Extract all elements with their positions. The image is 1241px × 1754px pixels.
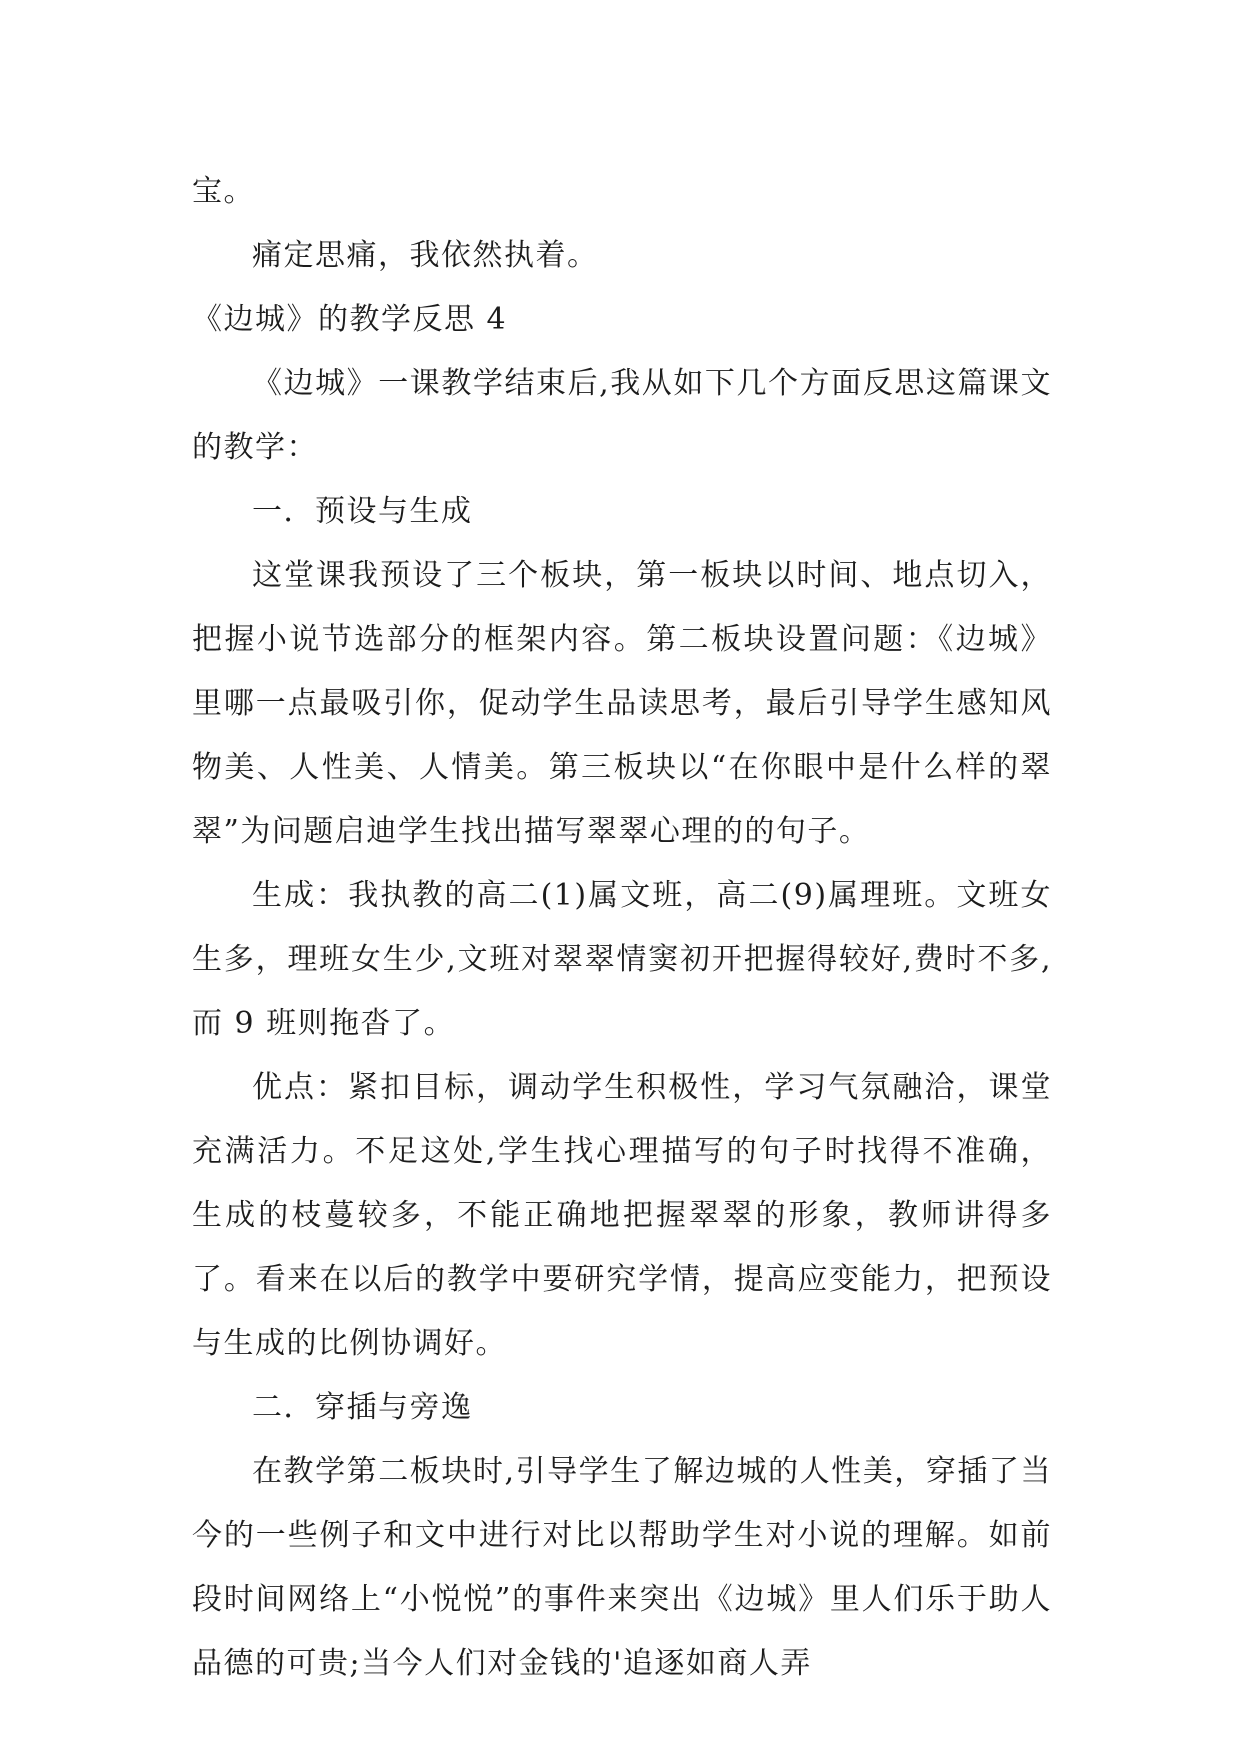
subheading-digression: 二．穿插与旁逸 (252, 1390, 473, 1425)
paragraph-intro: 《边城》一课教学结束后,我从如下几个方面反思这篇课文的教学： (192, 366, 1052, 465)
subheading-preset-generation: 一．预设与生成 (252, 494, 473, 529)
paragraph-generation: 生成：我执教的高二(1)属文班，高二(9)属理班。文班女生多，理班女生少,文班对翠翠情窦初开把握得较好,费时不多,而 9 班则拖沓了。 (192, 878, 1052, 1041)
paragraph-preset: 这堂课我预设了三个板块，第一板块以时间、地点切入，把握小说节选部分的框架内容。第二板块设置问题：《边城》里哪一点最吸引你，促动学生品读思考，最后引导学生感知风物美、人性美、人情美。第三板块以“在你眼中是什么样的翠翠”为问题启迪学生找出描写翠翠心理的的句子。 (192, 558, 1052, 849)
paragraph-digression: 在教学第二板块时,引导学生了解边城的人性美，穿插了当今的一些例子和文中进行对比以帮助学生对小说的理解。如前段时间网络上“小悦悦”的事件来突出《边城》里人们乐于助人品德的可贵;当今人们对金钱的'追逐如商人弄 (192, 1454, 1052, 1681)
paragraph-strengths: 优点：紧扣目标，调动学生积极性，学习气氛融洽，课堂充满活力。不足这处,学生找心理描写的句子时找得不准确，生成的枝蔓较多，不能正确地把握翠翠的形象，教师讲得多了。看来在以后的教学中要研究学情，提高应变能力，把预设与生成的比例协调好。 (192, 1070, 1052, 1361)
paragraph-continuation: 宝。 (192, 174, 255, 209)
paragraph-closing-line: 痛定思痛，我依然执着。 (252, 238, 599, 273)
document-page (192, 160, 1052, 1696)
section-heading: 《边城》的教学反思 4 (192, 302, 508, 337)
